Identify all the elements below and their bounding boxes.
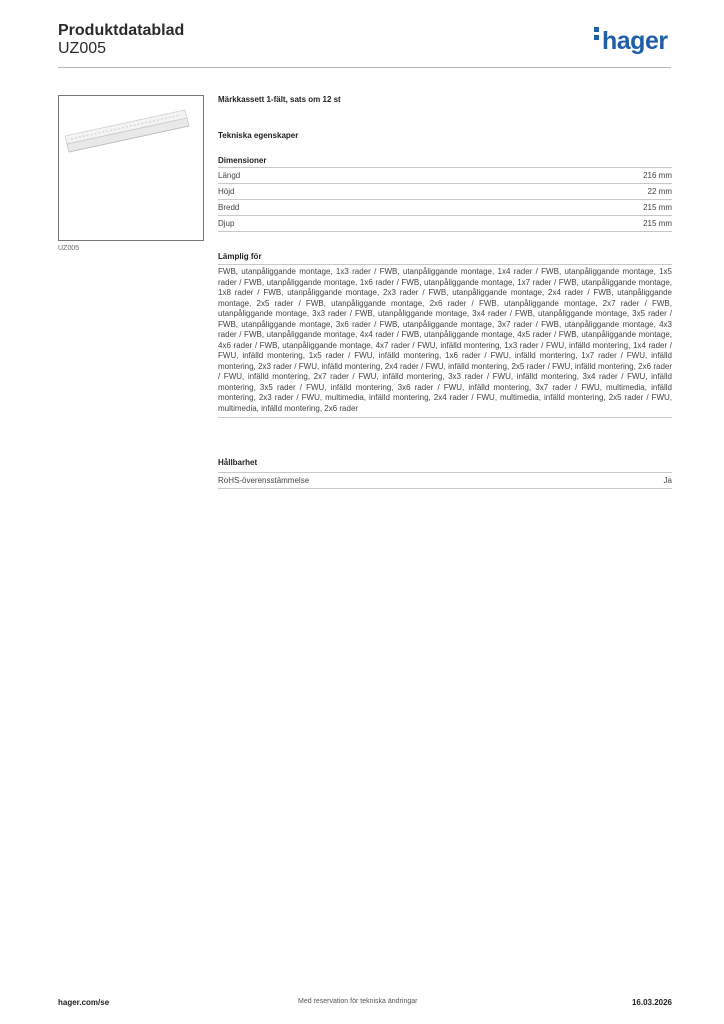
- image-caption: UZ005: [58, 245, 80, 252]
- sustainability-heading: Hållbarhet: [218, 458, 258, 467]
- dimensions-heading: Dimensioner: [218, 156, 267, 165]
- table-row: [218, 199, 672, 215]
- row-label: Höjd: [218, 187, 235, 196]
- row-label: Djup: [218, 219, 235, 228]
- row-value: Ja: [663, 476, 672, 485]
- row-value: 215 mm: [643, 203, 672, 212]
- header-divider: [58, 67, 671, 68]
- row-label: Längd: [218, 171, 241, 180]
- footer-disclaimer: Med reservation för tekniska ändringar: [298, 998, 418, 1005]
- row-value: 22 mm: [647, 187, 672, 196]
- sustainability-table: [218, 472, 672, 489]
- row-value: 216 mm: [643, 171, 672, 180]
- marker-strip-illustration: [59, 96, 203, 240]
- row-value: 215 mm: [643, 219, 672, 228]
- technical-heading: Tekniska egenskaper: [218, 131, 299, 140]
- table-row: [218, 215, 672, 232]
- table-row: [218, 183, 672, 199]
- table-row: [218, 167, 672, 183]
- logo-dots-icon: [594, 27, 599, 43]
- footer-website-link[interactable]: hager.com/se: [58, 998, 110, 1007]
- document-title: Produktdatablad: [58, 22, 185, 39]
- product-code: UZ005: [58, 40, 107, 57]
- suitable-heading: Lämplig för: [218, 252, 262, 261]
- product-title: Märkkassett 1-fält, sats om 12 st: [218, 95, 341, 104]
- hager-logo[interactable]: [594, 27, 668, 56]
- row-label: RoHS-överensstämmelse: [218, 476, 310, 485]
- table-row: [218, 472, 672, 489]
- suitable-text: FWB, utanpåliggande montage, 1x3 rader / FWB, utanpåliggande montage, 1x4 rader / FWB, utanpåliggande montage, 1x5 rader / FWB, utanpåliggande montage, 1x6 rader / FWB, utanpåliggande montage, 1x7 rader / FWB, utanpåliggande montage, 1x8 rader / FWB, utanpåliggande montage, 2x3 rader / FWB, utanpåliggande montage, 2x4 rader / FWB, utanpåliggande montage, 2x5 rader / FWB, utanpåliggande montage, 2x6 rader / FWB, utanpåliggande montage, 2x7 rader / FWB, utanpåliggande montage, 3x3 rader / FWB, utanpåliggande montage, 3x4 rader / FWB, utanpåliggande montage, 3x5 rader / FWB, utanpåliggande montage, 3x6 rader / FWB, utanpåliggande montage, 3x7 rader / FWB, utanpåliggande montage, 4x3 rader / FWB, utanpåliggande montage, 4x4 rader / FWB, utanpåliggande montage, 4x5 rader / FWB, utanpåliggande montage, 4x6 rader / FWB, utanpåliggande montage, 4x7 rader / FWU, infälld montering, 1x3 rader / FWU, infälld montering, 1x4 rader / FWU, infälld montering, 1x5 rader / FWU, infälld montering, 1x6 rader / FWU, infälld montering, 1x7 rader / FWU, infälld montering, 2x3 rader / FWU, infälld montering, 2x4 rader / FWU, infälld montering, 2x5 rader / FWU, infälld montering, 2x6 rader / FWU, infälld montering, 2x7 rader / FWU, infälld montering, 3x3 rader / FWU, infälld montering, 3x4 rader / FWU, infälld montering, 3x5 rader / FWU, infälld montering, 3x6 rader / FWU, infälld montering, 3x7 rader / FWU, multimedia, infälld montering, 2x3 rader / FWU, multimedia, infälld montering, 2x4 rader / FWU, multimedia, infälld montering, 2x5 rader / FWU, multimedia, infälld montering, 2x6 rader: [218, 264, 672, 418]
- row-label: Bredd: [218, 203, 240, 212]
- dimensions-table: [218, 167, 672, 232]
- logo-text: hager: [602, 27, 668, 55]
- footer-date: 16.03.2026: [631, 998, 672, 1007]
- product-image: [58, 95, 204, 241]
